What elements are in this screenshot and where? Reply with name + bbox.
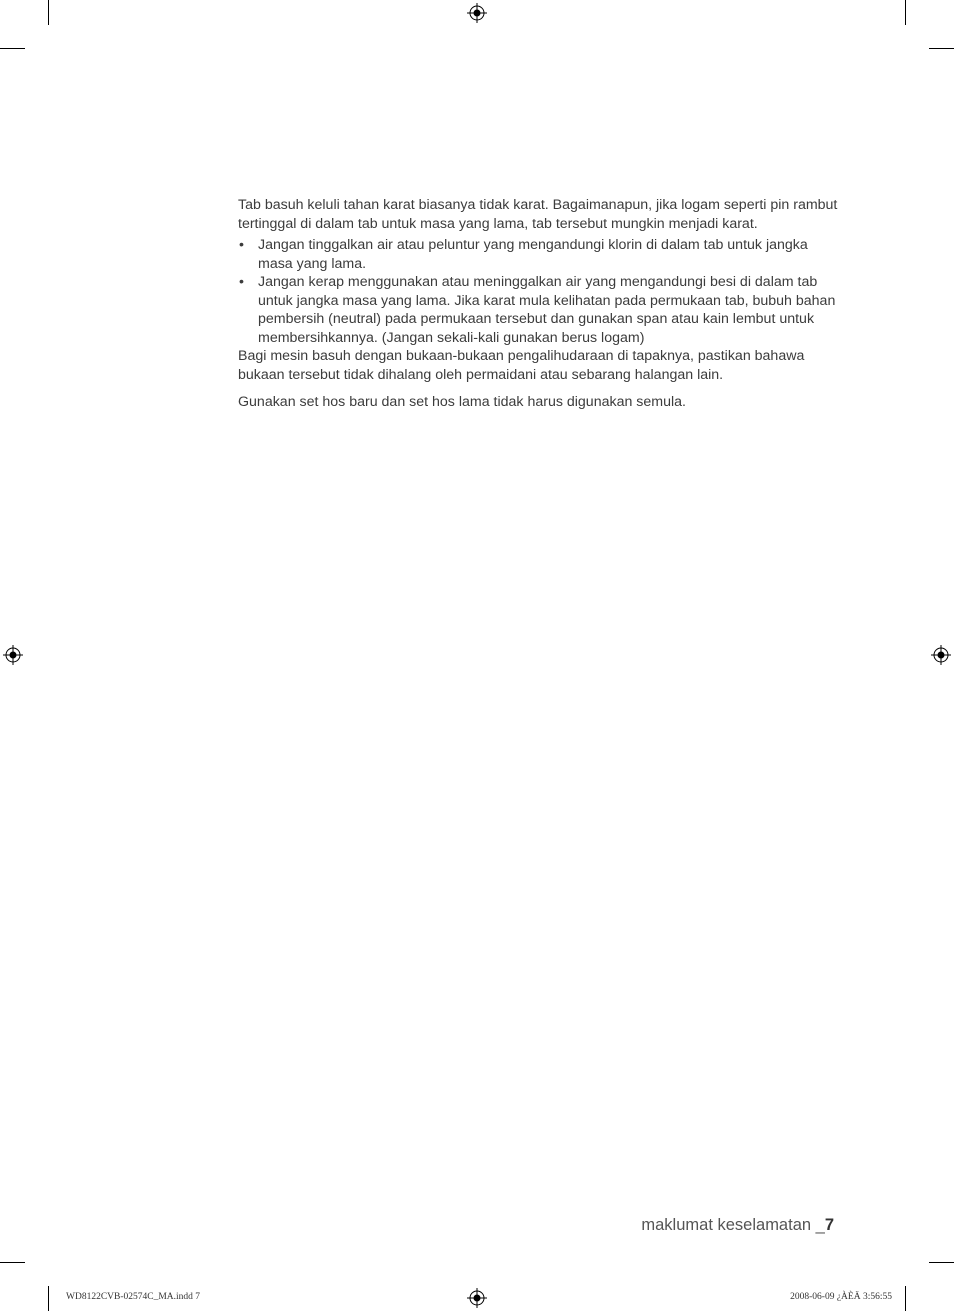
- crop-mark-bottom-right: [905, 1286, 906, 1311]
- registration-mark-icon: [931, 645, 951, 665]
- registration-mark-icon: [467, 1288, 487, 1308]
- slug-file-info: WD8122CVB-02574C_MA.indd 7: [66, 1292, 201, 1302]
- registration-mark-icon: [3, 645, 23, 665]
- crop-mark-top-right-horizontal: [929, 48, 954, 49]
- crop-mark-top-left: [48, 0, 49, 25]
- paragraph-ventilation: Bagi mesin basuh dengan bukaan-bukaan pengalihudaraan di tapaknya, pastikan bahawa bukaan tersebut tidak dihalang oleh permaidani atau sebarang halangan lain.: [238, 348, 805, 383]
- crop-mark-top-right: [905, 0, 906, 25]
- section-label: maklumat keselamatan _: [641, 1216, 825, 1234]
- list-item-text: Jangan kerap menggunakan atau meninggalkan air yang mengandungi besi di dalam tab untuk jangka masa yang lama. Jika karat mula kelihatan pada permukaan tab, bubuh bahan pembersih (neutral) pada permukaan tersebut dan gunakan span atau kain lembut untuk membersihkannya. (Jangan sekali-kali gunakan berus logam): [258, 274, 836, 346]
- bullet-symbol: •: [239, 237, 244, 253]
- list-item: [238, 236, 838, 273]
- list-item: [238, 273, 838, 347]
- paragraph-hose-set: Gunakan set hos baru dan set hos lama tidak harus digunakan semula.: [238, 394, 686, 410]
- crop-mark-bottom-left: [48, 1286, 49, 1311]
- bullet-symbol: •: [239, 274, 244, 290]
- page-number: 7: [824, 1216, 834, 1234]
- page-footer: [641, 1216, 834, 1235]
- crop-mark-bottom-left-horizontal: [0, 1262, 25, 1263]
- paragraph-tab-rust: Tab basuh keluli tahan karat biasanya tidak karat. Bagaimanapun, jika logam seperti pin rambut tertinggal di dalam tab untuk masa yang lama, tab tersebut mungkin menjadi karat.: [238, 197, 838, 232]
- bullet-list: [238, 236, 838, 347]
- list-item-text: Jangan tinggalkan air atau peluntur yang mengandungi klorin di dalam tab untuk jangka masa yang lama.: [258, 237, 808, 272]
- crop-mark-bottom-right-horizontal: [929, 1262, 954, 1263]
- slug-timestamp: 2008-06-09 ¿ÀÈÄ 3:56:55: [790, 1292, 892, 1302]
- body-content: [238, 196, 838, 412]
- crop-mark-top-left-horizontal: [0, 48, 25, 49]
- registration-mark-icon: [467, 3, 487, 23]
